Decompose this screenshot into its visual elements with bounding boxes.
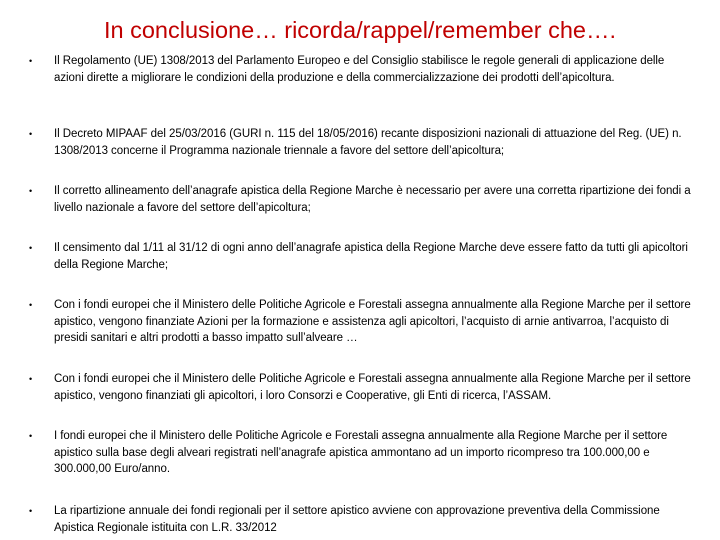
bullet-text: Il Decreto MIPAAF del 25/03/2016 (GURI n. 115 del 18/05/2016) recante disposizioni nazionali di attuazione del Reg. (UE) n. 1308/2013 concerne il Programma nazionale triennale a favore del settore dell’apicoltura; xyxy=(54,128,682,157)
slide-title: In conclusione… ricorda/rappel/remember che…. xyxy=(103,17,616,43)
bullet-icon: • xyxy=(29,506,33,516)
bullet-icon: • xyxy=(29,243,33,253)
bullet-icon: • xyxy=(29,186,33,196)
bullet-text: Il censimento dal 1/11 al 31/12 di ogni anno dell’anagrafe apistica della Regione Marche deve essere fatto da tutti gli apicoltori della Regione Marche; xyxy=(54,242,688,271)
bullet-text: Il corretto allineamento dell’anagrafe apistica della Regione Marche è necessario per avere una corretta ripartizione dei fondi a livello nazionale a favore del settore dell’apicoltura; xyxy=(54,185,691,214)
bullet-text: Con i fondi europei che il Ministero delle Politiche Agricole e Forestali assegna annualmente alla Regione Marche per il settore apistico, vengono finanziate Azioni per la formazione e assistenza agli apicoltori, l’acquisto di arnie antivarroa, l’acquisto di presidi sanitari e altri prodotti a basso impatto sull’alveare … xyxy=(54,299,691,344)
bullet-icon: • xyxy=(29,300,33,310)
bullet-text: Il Regolamento (UE) 1308/2013 del Parlamento Europeo e del Consiglio stabilisce le regole generali di applicazione delle azioni dirette a migliorare le condizioni della produzione e della commercializzazione dei prodotti dell’apicoltura. xyxy=(54,55,665,84)
bullet-icon: • xyxy=(29,431,33,441)
bullet-icon: • xyxy=(29,129,33,139)
bullet-text: La ripartizione annuale dei fondi regionali per il settore apistico avviene con approvazione preventiva della Commissione Apistica Regionale istituita con L.R. 33/2012 xyxy=(54,505,660,534)
bullet-text: Con i fondi europei che il Ministero delle Politiche Agricole e Forestali assegna annualmente alla Regione Marche per il settore apistico, vengono finanziati gli apicoltori, i loro Consorzi e Cooperative, gli Enti di ricerca, l’ASSAM. xyxy=(54,373,691,402)
bullet-icon: • xyxy=(29,56,33,66)
bullet-icon: • xyxy=(29,374,33,384)
bullet-text: I fondi europei che il Ministero delle Politiche Agricole e Forestali assegna annualmente alla Regione Marche per il settore apistico sulla base degli alveari registrati nell’anagrafe apistica ammontano ad un importo ricompreso tra 100.000,00 e 300.000,00 Euro/anno. xyxy=(54,430,668,475)
